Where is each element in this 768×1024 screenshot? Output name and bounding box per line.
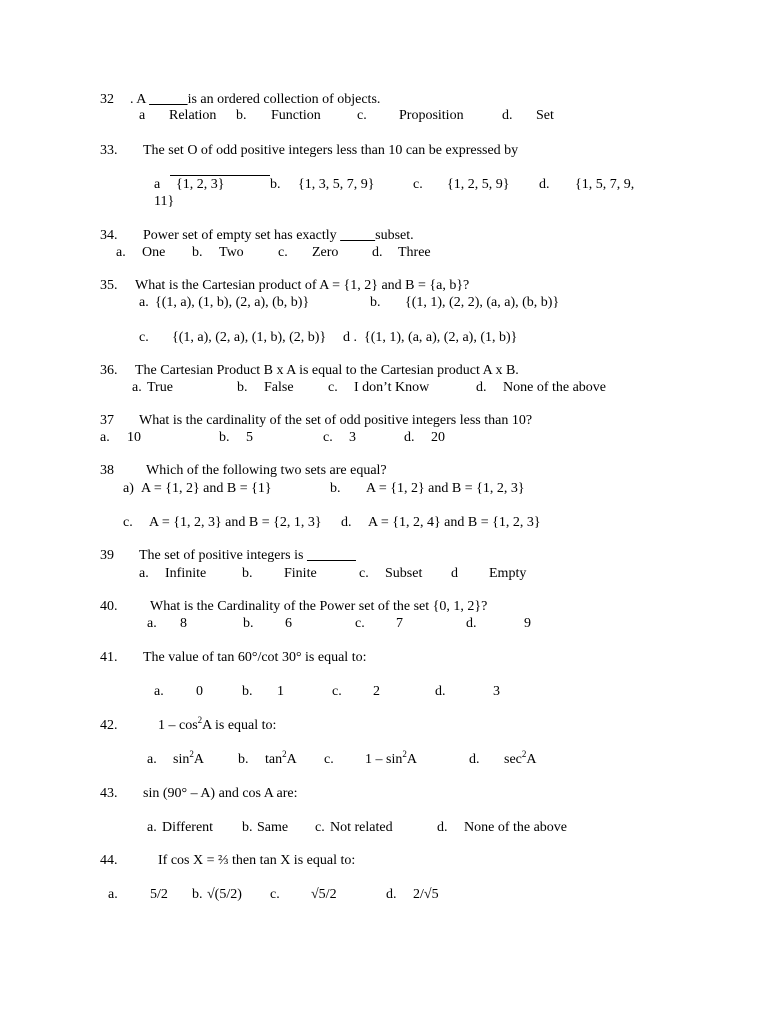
option-text: 0	[196, 684, 203, 699]
option-letter: c.	[357, 108, 367, 123]
option-letter: a.	[132, 380, 142, 395]
option-letter: b.	[236, 108, 247, 123]
option-letter: a.	[139, 295, 149, 310]
option-text: None of the above	[464, 820, 568, 835]
option-letter: d.	[476, 380, 487, 395]
option-text: A = {1, 2, 3} and B = {2, 1, 3}	[149, 515, 322, 530]
option-letter: c.	[413, 177, 423, 192]
question-text: What is the Cartesian product of A = {1, 2} and B = {a, b}?	[135, 278, 470, 293]
option-text: Infinite	[165, 566, 207, 581]
option-letter: b.	[370, 295, 381, 310]
option-text: Subset	[385, 566, 423, 581]
option-text: $\sec^2A$	[504, 749, 537, 767]
option-letter: c.	[323, 430, 333, 445]
option-text: {1, 3, 5, 7, 9}	[298, 177, 375, 192]
option-text: 8	[180, 616, 187, 631]
option-text: 9	[524, 616, 531, 631]
option-text: One	[142, 245, 166, 260]
option-letter: d.	[386, 887, 397, 902]
option-text: $1 - \sin^2A$	[365, 749, 417, 767]
question-number: 33.	[100, 143, 118, 158]
option-letter: a.	[108, 887, 118, 902]
option-letter: a.	[147, 820, 157, 835]
option-letter: c.	[328, 380, 338, 395]
option-text: Zero	[312, 245, 339, 260]
option-letter: a.	[154, 684, 164, 699]
option-letter: d.	[435, 684, 446, 699]
option-letter: d.	[502, 108, 513, 123]
option-letter: d.	[372, 245, 383, 260]
option-text: I don’t Know	[354, 380, 430, 395]
option-letter: d.	[341, 515, 352, 530]
option-text: {(1, 1), (2, 2), (a, a), (b, b)}	[405, 295, 560, 310]
option-text: √(5/2)	[207, 887, 242, 902]
question-text: . A is an ordered collection of objects.	[130, 92, 381, 107]
question-text: If cos X = ⅔ then tan X is equal to:	[158, 853, 356, 868]
option-text: $\tan^2A$	[265, 749, 297, 767]
option-text: A = {1, 2} and B = {1, 2, 3}	[366, 481, 525, 496]
option-text: Set	[536, 108, 554, 123]
question-text: Power set of empty set has exactly subset.	[143, 228, 414, 243]
question-number: 35.	[100, 278, 118, 293]
answer-rule	[170, 175, 270, 176]
option-text: True	[147, 380, 173, 395]
question-number: 34.	[100, 228, 118, 243]
option-letter: c.	[270, 887, 280, 902]
option-letter: a.	[147, 616, 157, 631]
option-letter: b.	[242, 820, 253, 835]
option-text: 20	[431, 430, 445, 445]
option-letter: a)	[123, 481, 134, 496]
option-text: {(1, 1), (a, a), (2, a), (1, b)}	[364, 330, 518, 345]
option-letter: a	[154, 177, 161, 192]
question-number: 41.	[100, 650, 118, 665]
option-letter: d.	[466, 616, 477, 631]
option-text: False	[264, 380, 294, 395]
option-text: A = {1, 2, 4} and B = {1, 2, 3}	[368, 515, 541, 530]
option-letter: c.	[332, 684, 342, 699]
question-number: 40.	[100, 599, 118, 614]
option-letter: a.	[116, 245, 126, 260]
option-text: 3	[493, 684, 500, 699]
option-text: Finite	[284, 566, 317, 581]
option-letter: d.	[469, 752, 480, 767]
option-letter: b.	[242, 566, 253, 581]
option-letter: a.	[139, 566, 149, 581]
question-number: 38	[100, 463, 114, 478]
option-letter: a	[139, 108, 146, 123]
option-text: 3	[349, 430, 356, 445]
option-letter: b.	[242, 684, 253, 699]
question-text: What is the Cardinality of the Power set of the set {0, 1, 2}?	[150, 599, 488, 614]
option-letter: a.	[147, 752, 157, 767]
option-text: A = {1, 2} and B = {1}	[141, 481, 272, 496]
option-letter: b.	[330, 481, 341, 496]
question-text: The set of positive integers is	[139, 548, 356, 564]
option-letter: c.	[278, 245, 288, 260]
question-number: 43.	[100, 786, 118, 801]
option-text: Two	[219, 245, 244, 260]
option-text: None of the above	[503, 380, 607, 395]
option-letter: b.	[219, 430, 230, 445]
question-number: 42.	[100, 718, 118, 733]
option-text: 7	[396, 616, 403, 631]
question-number: 37	[100, 413, 114, 428]
question-number: 44.	[100, 853, 118, 868]
option-letter: b.	[270, 177, 281, 192]
answer-blank	[307, 548, 356, 563]
option-text: 2	[373, 684, 380, 699]
question-number: 39	[100, 548, 114, 563]
question-text: The Cartesian Product B x A is equal to the Cartesian product A x B.	[135, 363, 519, 378]
option-text: $\sin^2A$	[173, 749, 204, 767]
option-text: {1, 2, 3}	[176, 177, 225, 192]
option-text: Relation	[169, 108, 217, 123]
option-letter: d.	[437, 820, 448, 835]
option-letter: d	[451, 566, 458, 581]
option-text: 10	[127, 430, 141, 445]
option-letter: a.	[100, 430, 110, 445]
option-text: Not related	[330, 820, 393, 835]
option-text: {1, 5, 7, 9,	[575, 177, 635, 192]
option-text: 5	[246, 430, 253, 445]
option-letter: c.	[355, 616, 365, 631]
option-letter: b.	[192, 887, 203, 902]
option-text: 1	[277, 684, 284, 699]
option-letter: d.	[539, 177, 550, 192]
option-text: Function	[271, 108, 321, 123]
option-letter: b.	[237, 380, 248, 395]
option-letter: b.	[243, 616, 254, 631]
question-text: Which of the following two sets are equal?	[146, 463, 387, 478]
option-text: Same	[257, 820, 289, 835]
option-text: Empty	[489, 566, 527, 581]
option-letter: d .	[343, 330, 357, 345]
question-text: The set O of odd positive integers less than 10 can be expressed by	[143, 143, 519, 158]
option-text: Proposition	[399, 108, 464, 123]
option-text: {1, 2, 5, 9}	[447, 177, 510, 192]
option-letter: b.	[238, 752, 249, 767]
option-text: Three	[398, 245, 431, 260]
option-text-wrap: 11}	[154, 194, 175, 209]
option-text: {(1, a), (1, b), (2, a), (b, b)}	[155, 295, 310, 310]
question-number: 32	[100, 92, 114, 107]
option-letter: c.	[123, 515, 133, 530]
question-text: sin (90° – A) and cos A are:	[143, 786, 298, 801]
option-letter: c.	[324, 752, 334, 767]
option-letter: c.	[359, 566, 369, 581]
option-text: {(1, a), (2, a), (1, b), (2, b)}	[172, 330, 327, 345]
answer-blank	[149, 92, 188, 107]
option-letter: c.	[315, 820, 325, 835]
option-text: √5/2	[311, 887, 337, 902]
answer-blank	[340, 228, 375, 243]
option-text: 5/2	[150, 887, 168, 902]
question-text: $1 - \cos^2A$ is equal to:	[158, 715, 277, 733]
option-letter: d.	[404, 430, 415, 445]
question-text: What is the cardinality of the set of odd positive integers less than 10?	[139, 413, 533, 428]
option-letter: b.	[192, 245, 203, 260]
option-text: Different	[162, 820, 214, 835]
question-number: 36.	[100, 363, 118, 378]
question-text: The value of tan 60°/cot 30° is equal to:	[143, 650, 367, 665]
option-letter: c.	[139, 330, 149, 345]
option-text: 2/√5	[413, 887, 439, 902]
option-text: 6	[285, 616, 292, 631]
